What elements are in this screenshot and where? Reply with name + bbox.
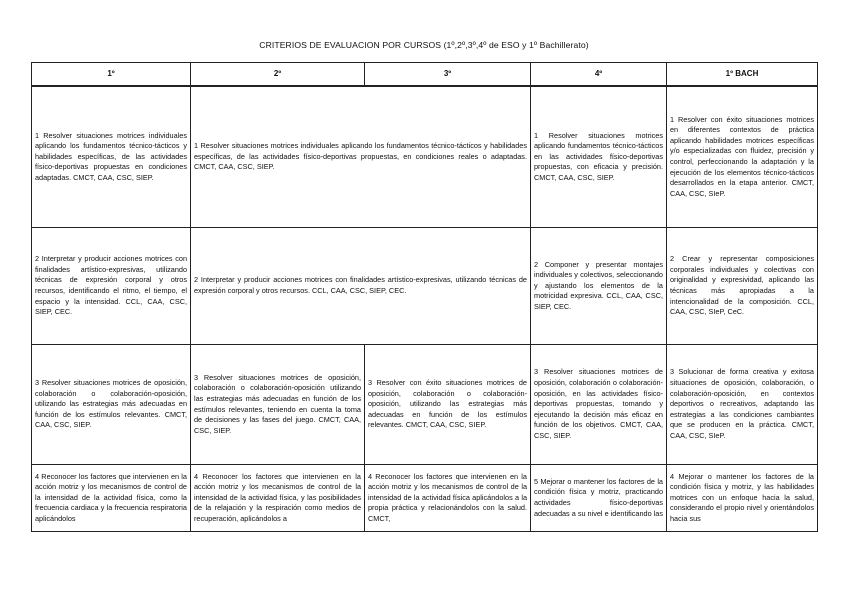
cell-text: 5 Mejorar o mantener los factores de la condición física y motriz, practicando actividades físico-deportivas adecuadas a su nivel e identificando las — [534, 476, 663, 518]
cell-text: 4 Reconocer los factores que intervienen en la acción motriz y los mecanismos de control de la intensidad de la actividad física, y las posibilidades de la relajación y la respiración como medios de recuperación, aplicándolos a — [194, 471, 361, 523]
table-row — [32, 465, 818, 532]
cell-2-3: 1 Resolver situaciones motrices individuales aplicando los fundamentos técnico-tácticos y habilidades específicas, de las actividades físico-deportivas propuestas, en condiciones reales o adaptadas. CMCT, CAA, CSC, SIEP. — [191, 86, 531, 228]
cell-text: 4 Reconocer los factores que intervienen en la acción motriz y los mecanismos de control de la intensidad de la actividad física aplicándolos a la propia práctica y relacionándolos con la salud. CMCT, — [368, 471, 527, 523]
table-row — [32, 228, 818, 345]
cell-1: 2 Interpretar y producir acciones motrices con finalidades artístico-expresivas, utilizando técnicas de expresión corporal y otros recursos, identificando el ritmo, el tiempo, el espacio y la intensidad. CCL, CAA, CSC, SIEP, CEC. — [32, 228, 191, 345]
cell-2 — [191, 465, 365, 532]
page-title: CRITERIOS DE EVALUACION POR CURSOS (1º,2º,3º,4º de ESO y 1º Bachillerato) — [259, 40, 589, 50]
column-header-bach: 1º BACH — [667, 63, 818, 87]
header-row — [32, 63, 818, 87]
table-row — [32, 345, 818, 465]
criteria-table — [31, 62, 818, 532]
cell-3 — [365, 465, 531, 532]
cell-4 — [531, 465, 667, 532]
cell-bach: 3 Solucionar de forma creativa y exitosa situaciones de oposición, colaboración, o colaboración-oposición, en contextos deportivos o recreativos, adaptando las estrategias a las condiciones cambiantes que se producen en la práctica. CMCT, CAA, CSC, SIeP. — [667, 345, 818, 465]
column-header-4: 4º — [531, 63, 667, 87]
cell-bach — [667, 465, 818, 532]
cell-4: 3 Resolver situaciones motrices de oposición, colaboración o colaboración-oposición, en las actividades físico-deportivas propuestas, tomando y ejecutando la decisión más eficaz en función de los objetivos. CMCT, CAA, CSC, SIEP. — [531, 345, 667, 465]
cell-text: 4 Reconocer los factores que intervienen en la acción motriz y los mecanismos de control de la intensidad de la actividad física, como la frecuencia cardiaca y la frecuencia respiratoria aplicándolos — [35, 471, 187, 523]
cell-4: 2 Componer y presentar montajes individuales y colectivos, seleccionando y ajustando los elementos de la motricidad expresiva. CCL, CAA, CSC, SIEP, CEC. — [531, 228, 667, 345]
column-header-2: 2º — [191, 63, 365, 87]
column-header-3: 3º — [365, 63, 531, 87]
cell-bach: 2 Crear y representar composiciones corporales individuales y colectivas con originalidad y expresividad, aplicando las técnicas más apropiadas a la intencionalidad de la composición. CCL, CAA, CSC, SIeP, CeC. — [667, 228, 818, 345]
cell-1: 3 Resolver situaciones motrices de oposición, colaboración o colaboración-oposición, utilizando las estrategias más adecuadas en función de los estímulos relevantes. CMCT, CAA, CSC, SIEP. — [32, 345, 191, 465]
table-row — [32, 86, 818, 228]
cell-bach: 1 Resolver con éxito situaciones motrices en diferentes contextos de práctica aplicando habilidades motrices específicas y/o especializadas con fluidez, precisión y control, perfeccionando la adaptación y la ejecución de los elementos técnico-tácticos desarrollados en la etapa anterior. CMCT, CAA, CSC, SIeP. — [667, 86, 818, 228]
cell-2-3: 2 Interpretar y producir acciones motrices con finalidades artístico-expresivas, utilizando técnicas de expresión corporal y otros recursos. CCL, CAA, CSC, SIEP, CEC. — [191, 228, 531, 345]
cell-text: 4 Mejorar o mantener los factores de la condición física y motriz, y las habilidades motrices con un enfoque hacia la salud, considerando el propio nivel y orientándolos hacia sus — [670, 471, 814, 523]
column-header-1: 1º — [32, 63, 191, 87]
cell-3: 3 Resolver con éxito situaciones motrices de oposición, colaboración o colaboración-oposición, utilizando las estrategias más adecuadas en función de los estímulos relevantes. CMCT, CAA, CSC, SIEP. — [365, 345, 531, 465]
cell-4: 1 Resolver situaciones motrices aplicando fundamentos técnico-tácticos en las actividades físico-deportivas propuestas, con eficacia y precisión. CMCT, CAA, CSC, SIEP. — [531, 86, 667, 228]
cell-1 — [32, 465, 191, 532]
cell-1: 1 Resolver situaciones motrices individuales aplicando los fundamentos técnico-tácticos y habilidades específicas, de las actividades físico-deportivas propuestas en condiciones adaptadas. CMCT, CAA, CSC, SIEP. — [32, 86, 191, 228]
cell-2: 3 Resolver situaciones motrices de oposición, colaboración o colaboración-oposición utilizando las estrategias más adecuadas en función de los estímulos relevantes, teniendo en cuenta la toma de decisiones y las fases del juego. CMCT, CAA, CSC, SIEP. — [191, 345, 365, 465]
